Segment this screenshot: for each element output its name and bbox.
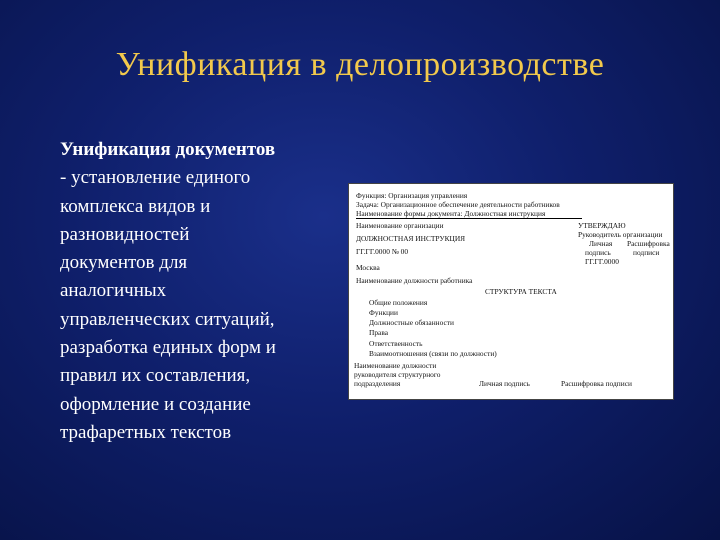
slide-body-text [60, 136, 340, 447]
body-line: комплекса видов и [60, 195, 211, 217]
doc-footer-pos: Наименование должности [354, 361, 437, 370]
doc-date-right: ГГ.ГГ.0000 [585, 257, 619, 266]
doc-structure-item: Ответственность [369, 339, 423, 348]
document-form-image [348, 183, 674, 400]
body-line: документов для [60, 252, 188, 274]
body-line: - установление единого [60, 167, 251, 189]
slide-title: Унификация в делопроизводстве [115, 46, 605, 83]
doc-structure-item: Общие положения [369, 298, 428, 307]
doc-structure-item: Взаимоотношения (связи по должности) [369, 349, 497, 358]
body-line: разновидностей [60, 223, 190, 245]
doc-structure-item: Права [369, 328, 388, 337]
doc-structure-item: Функции [369, 308, 398, 317]
body-line: управленческих ситуаций, [60, 308, 275, 330]
doc-sign-decode: Расшифровка [627, 239, 670, 248]
doc-footer-head: руководителя структурного [354, 370, 441, 379]
doc-form-line: Наименование формы документа: Должностная инструкция [356, 209, 582, 219]
body-line: разработка единых форм и [60, 337, 276, 359]
doc-type: ДОЛЖНОСТНАЯ ИНСТРУКЦИЯ [356, 234, 466, 243]
body-line: трафаретных текстов [60, 421, 232, 443]
doc-function-line: Функция: Организация управления [356, 191, 468, 200]
doc-sign-podpis-2: подписи [633, 248, 660, 257]
doc-footer-sign: Личная подпись [479, 379, 530, 388]
doc-date-no: ГГ.ГГ.0000 № 00 [356, 247, 409, 256]
body-line: аналогичных [60, 280, 167, 302]
body-lead: Унификация документов [60, 139, 276, 160]
body-line: правил их составления, [60, 365, 251, 387]
doc-city: Москва [356, 263, 380, 272]
doc-position-name: Наименование должности работника [356, 276, 473, 285]
doc-approve: УТВЕРЖДАЮ [578, 221, 626, 230]
doc-sign-podpis-1: подпись [585, 248, 611, 257]
doc-approve-head: Руководитель организации [578, 230, 663, 239]
doc-task-line: Задача: Организационное обеспечение деятельности работников [356, 200, 560, 209]
doc-sign-personal: Личная [589, 239, 613, 248]
doc-footer-unit: подразделения [354, 379, 401, 388]
doc-structure-title: СТРУКТУРА ТЕКСТА [485, 287, 557, 296]
doc-structure-item: Должностные обязанности [369, 318, 454, 327]
doc-footer-decode: Расшифровка подписи [561, 379, 632, 388]
body-line: оформление и создание [60, 393, 251, 415]
doc-org-name: Наименование организации [356, 221, 444, 230]
